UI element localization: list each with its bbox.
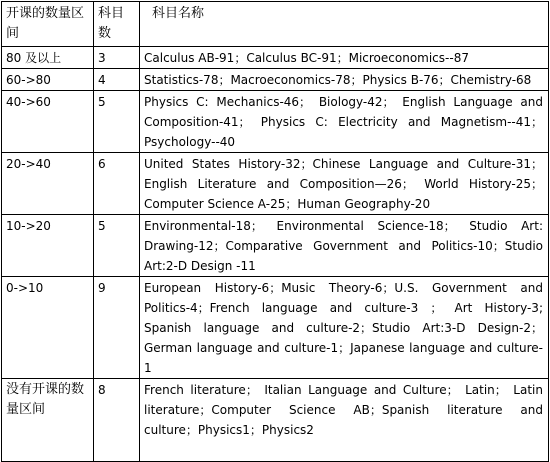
header-count: 科目数 [94,2,140,47]
header-row [2,2,549,47]
count-cell: 6 [94,153,140,215]
names-cell: French literature； Italian Language and Culture； Latin； Latin literature；Computer Science AB；Spanish literature and culture；Physics1；Physics2 [140,379,549,462]
header-range: 开课的数量区间 [2,2,94,47]
table-row [2,91,549,153]
range-cell: 10->20 [2,215,94,277]
table-row [2,69,549,91]
names-cell: European History-6；Music Theory-6；U.S. Government and Politics-4；French language and culture-3 ； Art History-3; Spanish language and culture-2；Studio Art:3-D Design-2；German language and culture-1；Japanese language and culture- 1 [140,277,549,379]
names-cell: Physics C: Mechanics-46； Biology-42； English Language and Composition-41； Physics C: Electricity and Magnetism--41； Psychology--40 [140,91,549,153]
range-cell: 80 及以上 [2,47,94,69]
count-cell: 3 [94,47,140,69]
count-cell: 4 [94,69,140,91]
names-cell: United States History-32；Chinese Language and Culture-31；English Literature and Composition—26； World History-25； Computer Science A-25；Human Geography-20 [140,153,549,215]
names-cell: Environmental-18； Environmental Science-18； Studio Art: Drawing-12；Comparative Government and Politics-10；Studio Art:2-D Design -11 [140,215,549,277]
table-row [2,47,549,69]
range-cell: 没有开课的数量区间 [2,379,94,462]
range-cell: 20->40 [2,153,94,215]
count-cell: 8 [94,379,140,462]
names-cell: Calculus AB-91；Calculus BC-91；Microeconomics--87 [140,47,549,69]
count-cell: 5 [94,215,140,277]
count-cell: 5 [94,91,140,153]
names-cell: Statistics-78；Macroeconomics-78；Physics B-76；Chemistry-68 [140,69,549,91]
table-row [2,215,549,277]
range-cell: 60->80 [2,69,94,91]
header-names: 科目名称 [140,2,549,47]
table-row [2,379,549,462]
count-cell: 9 [94,277,140,379]
table-row [2,277,549,379]
table-row [2,153,549,215]
range-cell: 0->10 [2,277,94,379]
course-count-table [1,1,549,462]
range-cell: 40->60 [2,91,94,153]
